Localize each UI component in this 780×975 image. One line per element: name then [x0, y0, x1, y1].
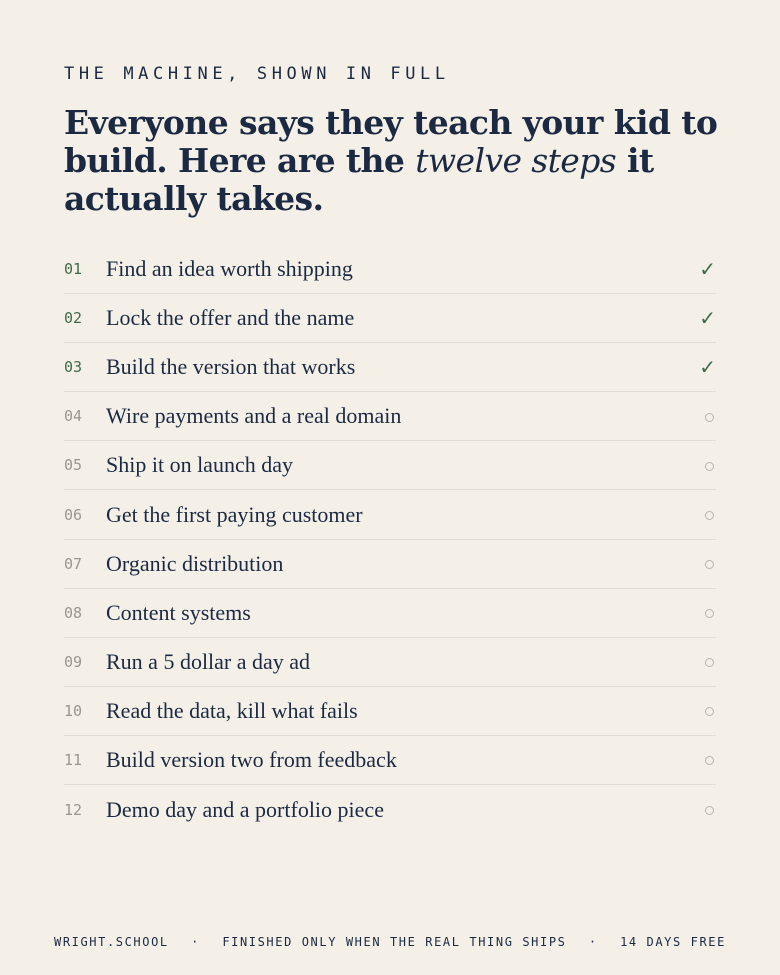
footer-site: WRIGHT.SCHOOL [54, 935, 169, 949]
step-label: Build version two from feedback [106, 746, 397, 772]
step-row [64, 343, 716, 392]
step-row [64, 589, 716, 638]
step-label: Wire payments and a real domain [106, 403, 402, 429]
step-number: 05 [64, 456, 83, 475]
step-status [694, 652, 716, 671]
step-label: Get the first paying customer [106, 501, 363, 527]
step-status [694, 505, 716, 524]
circle-icon [705, 756, 714, 765]
step-status [694, 355, 716, 379]
step-number: 06 [64, 505, 83, 524]
step-status [694, 257, 716, 281]
step-label: Build the version that works [106, 354, 356, 380]
step-number: 11 [64, 750, 83, 769]
headline-emphasis: twelve steps [415, 141, 617, 180]
step-status [694, 701, 716, 720]
circle-icon [705, 462, 714, 471]
step-label: Read the data, kill what fails [106, 697, 358, 723]
footer-separator: · [588, 935, 598, 949]
circle-icon [705, 806, 714, 815]
step-status [694, 456, 716, 475]
step-number: 09 [64, 652, 83, 671]
circle-icon [705, 658, 714, 667]
footer-offer: 14 DAYS FREE [620, 935, 726, 949]
step-row [64, 736, 716, 785]
step-status [694, 407, 716, 426]
circle-icon [705, 560, 714, 569]
step-number: 07 [64, 554, 83, 573]
step-status [694, 603, 716, 622]
footer-tagline: FINISHED ONLY WHEN THE REAL THING SHIPS [222, 935, 567, 949]
step-row [64, 441, 716, 490]
headline [64, 104, 744, 218]
step-number: 10 [64, 701, 83, 720]
step-label: Organic distribution [106, 550, 284, 576]
step-label: Ship it on launch day [106, 452, 293, 478]
step-status [694, 306, 716, 330]
check-icon: ✓ [699, 257, 716, 282]
step-row [64, 245, 716, 294]
footer [54, 935, 726, 949]
check-icon: ✓ [699, 355, 716, 380]
step-number: 01 [64, 260, 83, 279]
step-row [64, 392, 716, 441]
step-row [64, 294, 716, 343]
step-number: 08 [64, 603, 83, 622]
step-row [64, 540, 716, 589]
circle-icon [705, 413, 714, 422]
step-status [694, 554, 716, 573]
step-label: Demo day and a portfolio piece [106, 796, 384, 822]
step-row [64, 785, 716, 834]
circle-icon [705, 707, 714, 716]
steps-list [64, 245, 716, 834]
step-number: 02 [64, 309, 83, 328]
step-number: 03 [64, 358, 83, 377]
check-icon: ✓ [699, 306, 716, 331]
step-number: 04 [64, 407, 83, 426]
step-label: Run a 5 dollar a day ad [106, 648, 311, 674]
circle-icon [705, 609, 714, 618]
step-status [694, 750, 716, 769]
step-row [64, 687, 716, 736]
headline-part-2: it actually takes. [64, 141, 654, 218]
step-row [64, 638, 716, 687]
step-status [694, 800, 716, 819]
step-label: Lock the offer and the name [106, 305, 355, 331]
eyebrow-label: THE MACHINE, SHOWN IN FULL [64, 64, 450, 84]
step-row [64, 490, 716, 539]
circle-icon [705, 511, 714, 520]
footer-separator: · [191, 935, 200, 949]
step-label: Find an idea worth shipping [106, 256, 353, 282]
step-label: Content systems [106, 599, 251, 625]
step-number: 12 [64, 800, 83, 819]
headline-part-1: Everyone says they teach your kid to build. Here are the [64, 103, 718, 180]
